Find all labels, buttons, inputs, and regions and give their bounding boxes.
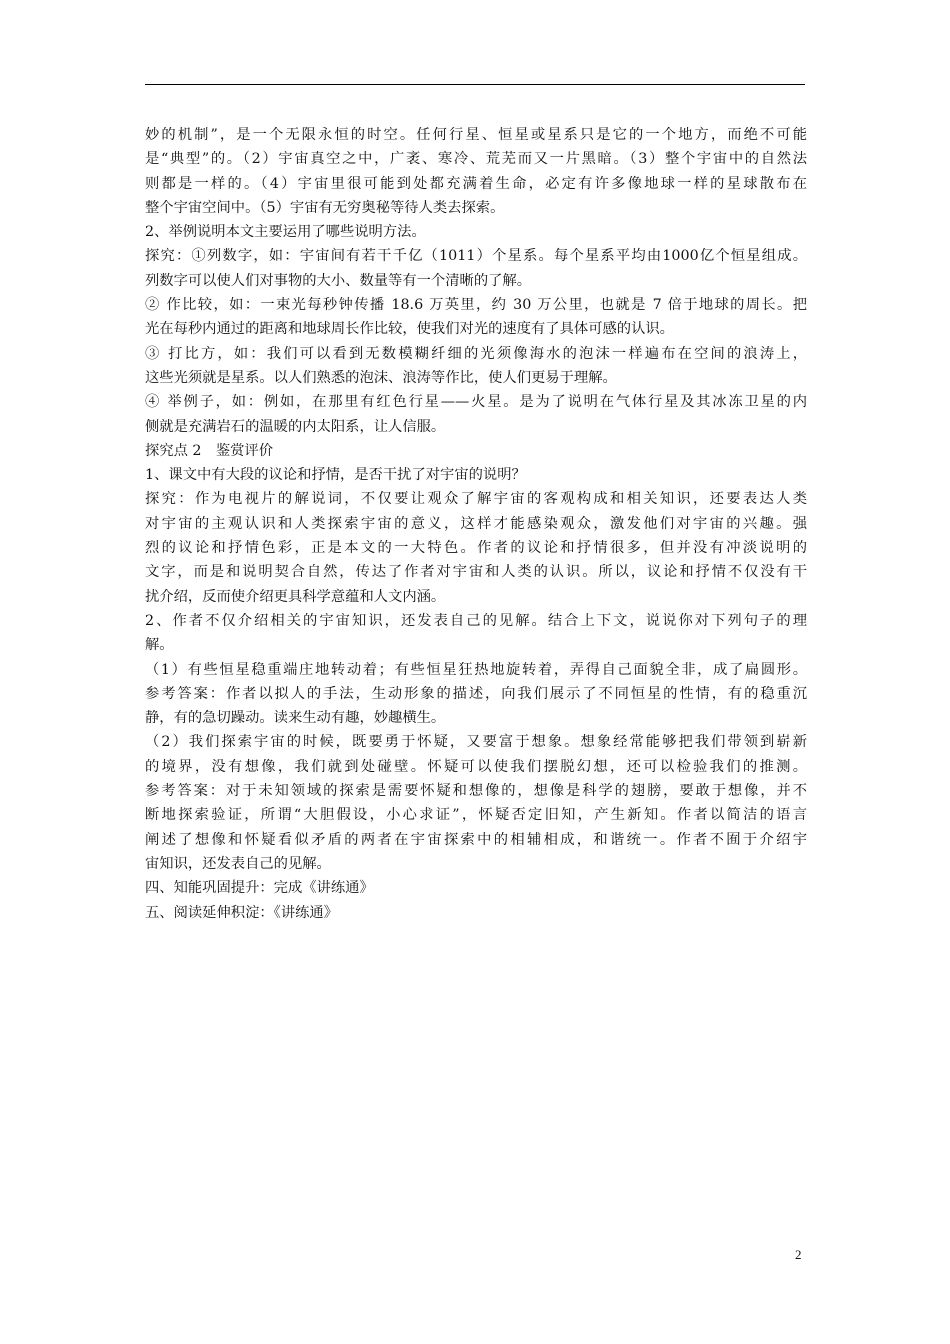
text-line: 静，有的急切躁动。读来生动有趣，妙趣横生。 <box>145 710 446 727</box>
text-line: 侧就是充满岩石的温暖的内太阳系，让人信服。 <box>145 418 446 435</box>
text-line: （1）有些恒星稳重端庄地转动着；有些恒星狂热地旋转着，弄得自己面貌全非，成了扁圆形。 <box>145 661 807 678</box>
text-line: 探究点 2 鉴赏评价 <box>145 442 274 459</box>
text-line: 的境界，没有想像，我们就到处碰壁。怀疑可以使我们摆脱幻想，还可以检验我们的推测。 <box>145 758 807 775</box>
text-line: 妙的机制”，是一个无限永恒的时空。任何行星、恒星或星系只是它的一个地方，而绝不可能 <box>145 127 807 143</box>
text-line: 断地探索验证，所谓“大胆假设，小心求证”，怀疑否定旧知，产生新知。作者以简洁的语言 <box>145 807 807 824</box>
text-line: （2）我们探索宇宙的时候，既要勇于怀疑，又要富于想象。想象经常能够把我们带领到崭新 <box>145 734 807 751</box>
text-line: 整个宇宙空间中。（5）宇宙有无穷奥秘等待人类去探索。 <box>145 199 505 216</box>
text-line: 参考答案：对于未知领域的探索是需要怀疑和想像的，想像是科学的翅膀，要敢于想像，并不 <box>145 783 807 800</box>
text-line: 列数字可以使人们对事物的大小、数量等有一个清晰的了解。 <box>145 272 532 289</box>
text-line: 对宇宙的主观认识和人类探索宇宙的意义，这样才能感染观众，激发他们对宇宙的兴趣。强 <box>145 515 807 532</box>
text-line: 解。 <box>145 637 174 654</box>
text-line: 烈的议论和抒情色彩，正是本文的一大特色。作者的议论和抒情很多，但并没有冲淡说明的 <box>145 540 807 557</box>
text-line: 是“典型”的。（2）宇宙真空之中，广袤、寒冷、荒芜而又一片黑暗。（3）整个宇宙中的自然法 <box>145 151 807 168</box>
text-line: 参考答案：作者以拟人的手法，生动形象的描述，向我们展示了不同恒星的性情，有的稳重沉 <box>145 685 807 702</box>
text-line: 2、举例说明本文主要运用了哪些说明方法。 <box>145 224 426 241</box>
text-line: 探究：作为电视片的解说词，不仅要让观众了解宇宙的客观构成和相关知识，还要表达人类 <box>145 491 807 508</box>
text-line: 1、课文中有大段的议论和抒情，是否干扰了对宇宙的说明？ <box>145 467 526 484</box>
text-line: 文字，而是和说明契合自然，传达了作者对宇宙和人类的认识。所以，议论和抒情不仅没有干 <box>145 564 807 581</box>
page-number: 2 <box>795 1247 802 1262</box>
text-line: 宙知识，还发表自己的见解。 <box>145 855 331 872</box>
text-line: 光在每秒内通过的距离和地球周长作比较，使我们对光的速度有了具体可感的认识。 <box>145 321 674 338</box>
text-line: ③ 打比方，如：我们可以看到无数模糊纤细的光须像海水的泡沫一样遍布在空间的浪涛上， <box>145 345 807 362</box>
text-line: 2、作者不仅介绍相关的宇宙知识，还发表自己的见解。结合上下文，说说你对下列句子的理 <box>145 612 807 629</box>
text-line: 扰介绍，反而使介绍更具科学意蕴和人文内涵。 <box>145 588 446 605</box>
text-line: ② 作比较，如：一束光每秒钟传播 18.6 万英里，约 30 万公里，也就是 7 倍于地球的周长。把 <box>145 297 807 314</box>
text-line: 阐述了想像和怀疑看似矛盾的两者在宇宙探索中的相辅相成，和谐统一。作者不囿于介绍宇 <box>145 831 807 848</box>
text-line: 四、知能巩固提升：完成《讲练通》 <box>145 880 374 897</box>
text-line: 五、阅读延伸积淀：《讲练通》 <box>145 904 339 921</box>
text-line: 这些光须就是星系。以人们熟悉的泡沫、浪涛等作比，使人们更易于理解。 <box>145 369 617 386</box>
text-line: 则都是一样的。（4）宇宙里很可能到处都充满着生命，必定有许多像地球一样的星球散布在 <box>145 175 807 192</box>
text-line: 探究：①列数字，如：宇宙间有若干千亿（1011）个星系。每个星系平均由1000亿个恒星组成。 <box>145 248 807 265</box>
text-line: ④ 举例子，如：例如，在那里有红色行星——火星。是为了说明在气体行星及其冰冻卫星的内 <box>145 394 807 411</box>
header-rule <box>145 84 805 85</box>
document-body <box>145 123 807 925</box>
